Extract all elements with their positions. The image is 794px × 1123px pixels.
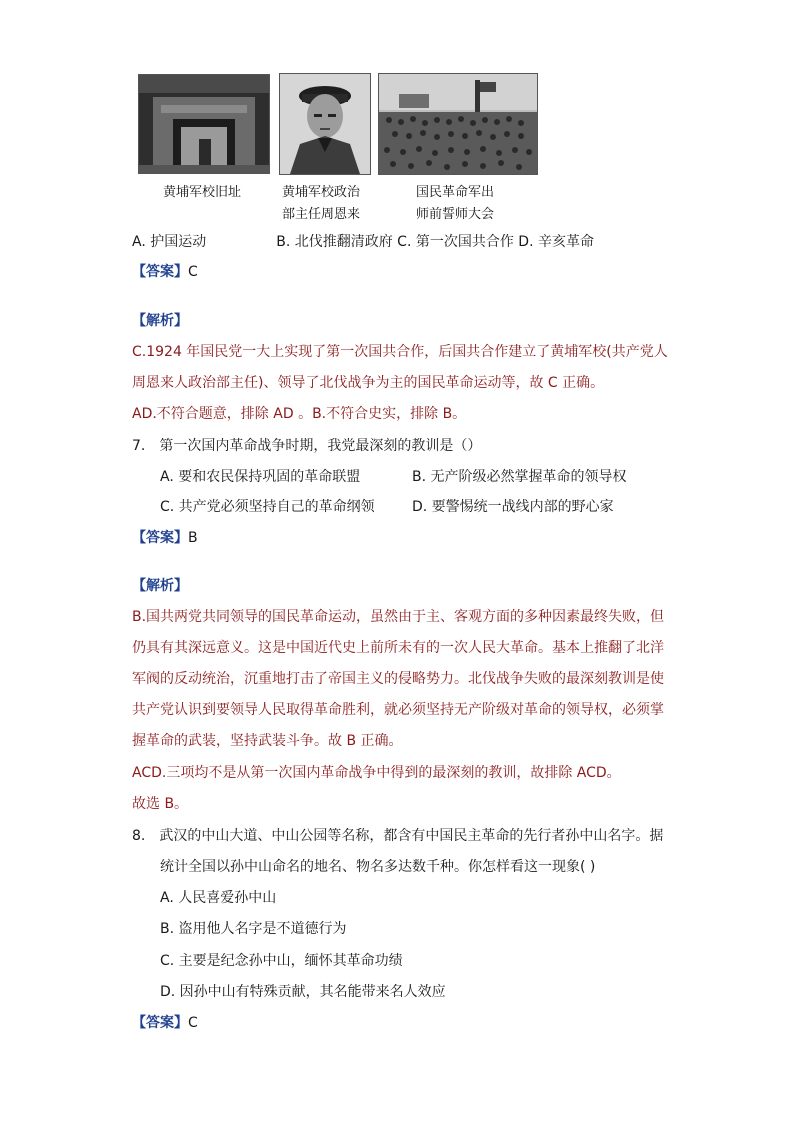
q6-analysis-line: C.1924 年国民党一大上实现了第一次国共合作，后国共合作建立了黄埔军校(共产党人 <box>132 344 668 360</box>
northern-expedition-rally-photo <box>378 73 538 175</box>
rally-drawing <box>379 74 537 174</box>
q8-option-a: A. 人民喜爱孙中山 <box>160 890 277 906</box>
caption-line: 师前誓师大会 <box>416 207 495 222</box>
q7-analysis-line: 军阀的反动统治，沉重地打击了帝国主义的侵略势力。北伐战争失败的最深刻教训是使 <box>132 671 664 687</box>
q6-analysis-line: AD.不符合题意，排除 AD 。B.不符合史实，排除 B。 <box>132 406 467 422</box>
q7-option-c: C. 共产党必须坚持自己的革命纲领 <box>160 499 375 515</box>
gate-drawing <box>139 75 269 173</box>
q7-analysis-line: ACD.三项均不是从第一次国内革命战争中得到的最深刻的教训，故排除 ACD。 <box>132 765 621 781</box>
photo-caption-3 <box>416 182 494 226</box>
zhou-enlai-photo <box>279 73 371 175</box>
q7-analysis-line: 故选 B。 <box>132 796 189 812</box>
photo-caption-2 <box>282 182 360 226</box>
q8-option-b: B. 盗用他人名字是不道德行为 <box>160 921 347 937</box>
question-number: 8. <box>132 828 146 844</box>
answer-value: C <box>188 1015 198 1031</box>
q7-analysis-line: B.国共两党共同领导的国民革命运动，虽然由于主、客观方面的多种因素最终失败，但 <box>132 609 665 625</box>
q7-analysis-tag <box>132 576 188 596</box>
question-stem: 武汉的中山大道、中山公园等名称，都含有中国民主革命的先行者孙中山名字。据 <box>159 828 664 844</box>
huangpu-old-site-photo <box>138 74 270 174</box>
q7-analysis-line: 握革命的武装，坚持武装斗争。故 B 正确。 <box>132 733 403 749</box>
q8-option-c: C. 主要是纪念孙中山，缅怀其革命功绩 <box>160 953 403 969</box>
photo-caption-1 <box>163 182 241 204</box>
caption-line: 部主任周恩来 <box>282 207 361 222</box>
question-number: 7. <box>132 438 146 454</box>
q6-analysis-tag <box>132 311 188 331</box>
q6-answer-line <box>132 262 198 282</box>
q6-options-line: A. 护国运动 B. 北伐推翻清政府 C. 第一次国共合作 D. 辛亥革命 <box>132 234 594 250</box>
q8-option-d: D. 因孙中山有特殊贡献，其名能带来名人效应 <box>160 984 446 1000</box>
answer-tag: 【答案】 <box>132 530 188 546</box>
q7-option-b: B. 无产阶级必然掌握革命的领导权 <box>412 469 627 485</box>
q8-stem-line-2: 统计全国以孙中山命名的地名、物名多达数千种。你怎样看这一现象( ) <box>160 859 596 875</box>
q6-analysis-line: 周恩来人政治部主任)、领导了北伐战争为主的国民革命运动等，故 C 正确。 <box>132 375 605 391</box>
analysis-tag: 【解析】 <box>132 313 188 329</box>
answer-value: C <box>188 264 198 280</box>
answer-tag: 【答案】 <box>132 264 188 280</box>
question-stem: 第一次国内革命战争时期，我党最深刻的教训是（） <box>159 438 482 454</box>
q8-answer-line <box>132 1013 198 1033</box>
q7-option-d: D. 要警惕统一战线内部的野心家 <box>412 499 614 515</box>
caption-line: 国民革命军出 <box>416 185 495 200</box>
q7-answer-line <box>132 528 198 548</box>
q7-analysis-line: 仍具有其深远意义。这是中国近代史上前所未有的一次人民大革命。基本上推翻了北洋 <box>132 640 664 656</box>
analysis-tag: 【解析】 <box>132 578 188 594</box>
q7-option-a: A. 要和农民保持巩固的革命联盟 <box>160 469 361 485</box>
portrait-drawing <box>280 74 370 174</box>
answer-tag: 【答案】 <box>132 1015 188 1031</box>
q7-analysis-line: 共产党认识到要领导人民取得革命胜利，就必须坚持无产阶级对革命的领导权，必须掌 <box>132 702 664 718</box>
q8-stem-line-1 <box>132 826 663 846</box>
answer-value: B <box>188 530 198 546</box>
caption-line: 黄埔军校政治 <box>282 185 361 200</box>
caption-line: 黄埔军校旧址 <box>163 185 242 200</box>
q7-stem <box>132 436 481 456</box>
